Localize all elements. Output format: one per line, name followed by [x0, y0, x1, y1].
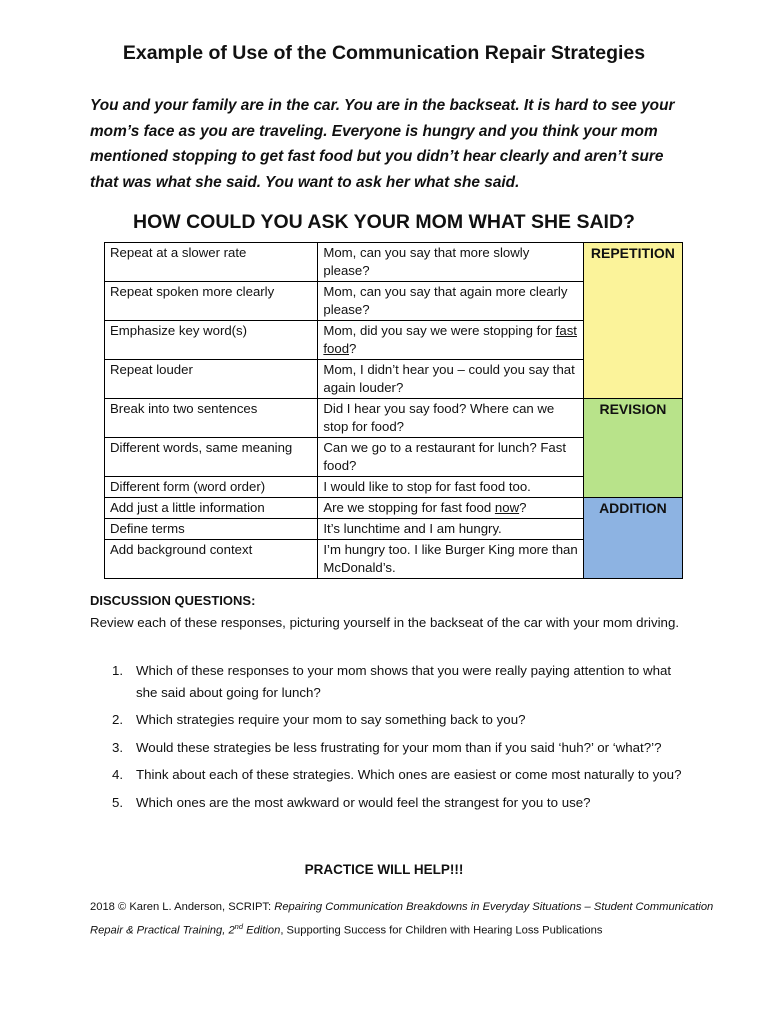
strategy-cell: Repeat spoken more clearly — [105, 282, 318, 321]
section-question: HOW COULD YOU ASK YOUR MOM WHAT SHE SAID? — [133, 211, 635, 233]
category-revision: REVISION — [583, 399, 682, 498]
question-number: 5. — [112, 794, 124, 810]
strategy-cell: Add background context — [105, 540, 318, 579]
strategy-cell: Define terms — [105, 519, 318, 540]
question-number: 1. — [112, 663, 124, 678]
strategies-table — [104, 242, 683, 579]
question-text: Which ones are the most awkward or would feel the strangest for you to use? — [136, 794, 591, 810]
list-item — [90, 764, 690, 786]
strategy-cell: Repeat louder — [105, 360, 318, 399]
strategy-cell: Add just a little information — [105, 498, 318, 519]
list-item — [90, 792, 690, 814]
strategy-cell: Repeat at a slower rate — [105, 243, 318, 282]
credit-prefix: 2018 © Karen L. Anderson, SCRIPT: — [90, 901, 275, 913]
practice-callout: PRACTICE WILL HELP!!! — [304, 862, 464, 877]
example-cell: Did I hear you say food? Where can we stop for food? — [318, 399, 583, 438]
strategy-cell: Emphasize key word(s) — [105, 321, 318, 360]
list-item — [90, 737, 690, 759]
example-text: Mom, did you say we were stopping for — [323, 323, 556, 338]
table-row — [105, 243, 683, 282]
example-cell — [318, 498, 583, 519]
strategy-cell: Break into two sentences — [105, 399, 318, 438]
category-repetition: REPETITION — [583, 243, 682, 399]
strategy-cell: Different words, same meaning — [105, 438, 318, 477]
copyright-credit — [90, 897, 730, 941]
scenario-text: You and your family are in the car. You are in the backseat. It is hard to see your mom’s face as you are traveling. Everyone is hungry and you think your mom mentioned stopping to get fast food but you didn’t hear clearly and aren’t sure that was what she said. You want to ask her what she said. — [90, 97, 675, 191]
list-item — [90, 709, 690, 731]
category-addition: ADDITION — [583, 498, 682, 579]
question-number: 2. — [112, 712, 124, 727]
list-item — [90, 660, 690, 703]
example-text: ? — [519, 500, 527, 515]
example-text: ? — [349, 341, 357, 356]
example-text: Are we stopping for fast food — [323, 500, 495, 515]
example-cell: I would like to stop for fast food too. — [318, 477, 583, 498]
credit-sup: nd — [234, 922, 244, 931]
example-cell: Mom, I didn’t hear you – could you say that again louder? — [318, 360, 583, 399]
question-text: Think about each of these strategies. Which ones are easiest or come most naturally to you? — [136, 767, 682, 782]
example-cell: Can we go to a restaurant for lunch? Fast food? — [318, 438, 583, 477]
example-cell: Mom, can you say that more slowly please? — [318, 243, 583, 282]
table-row — [105, 399, 683, 438]
strategy-cell: Different form (word order) — [105, 477, 318, 498]
example-cell: I’m hungry too. I like Burger King more than McDonald’s. — [318, 540, 583, 579]
question-text: Which of these responses to your mom shows that you were really paying attention to what she said about going for lunch? — [136, 663, 672, 700]
credit-title: Repairing Communication Breakdowns in Everyday Situations – Student Communication Repair & Practical Training, 2 — [90, 901, 714, 937]
example-cell: It’s lunchtime and I am hungry. — [318, 519, 583, 540]
question-number: 4. — [112, 767, 124, 782]
discussion-intro: Review each of these responses, picturing yourself in the backseat of the car with your mom driving. — [90, 615, 680, 630]
discussion-heading: DISCUSSION QUESTIONS: — [90, 593, 256, 608]
question-text: Which strategies require your mom to say something back to you? — [136, 712, 526, 727]
emphasized-word: fast food — [323, 323, 577, 356]
credit-edition: Edition — [243, 924, 281, 937]
table-row — [105, 498, 683, 519]
credit-publisher: , Supporting Success for Children with Hearing Loss Publications — [280, 924, 603, 937]
question-text: Would these strategies be less frustrating for your mom than if you said ‘huh?’ or ‘what?’? — [136, 739, 662, 755]
example-cell — [318, 321, 583, 360]
discussion-questions-list — [90, 660, 690, 819]
emphasized-word: now — [494, 500, 520, 515]
question-number: 3. — [112, 739, 124, 755]
page-title: Example of Use of the Communication Repair Strategies — [122, 42, 646, 64]
example-cell: Mom, can you say that again more clearly please? — [318, 282, 583, 321]
